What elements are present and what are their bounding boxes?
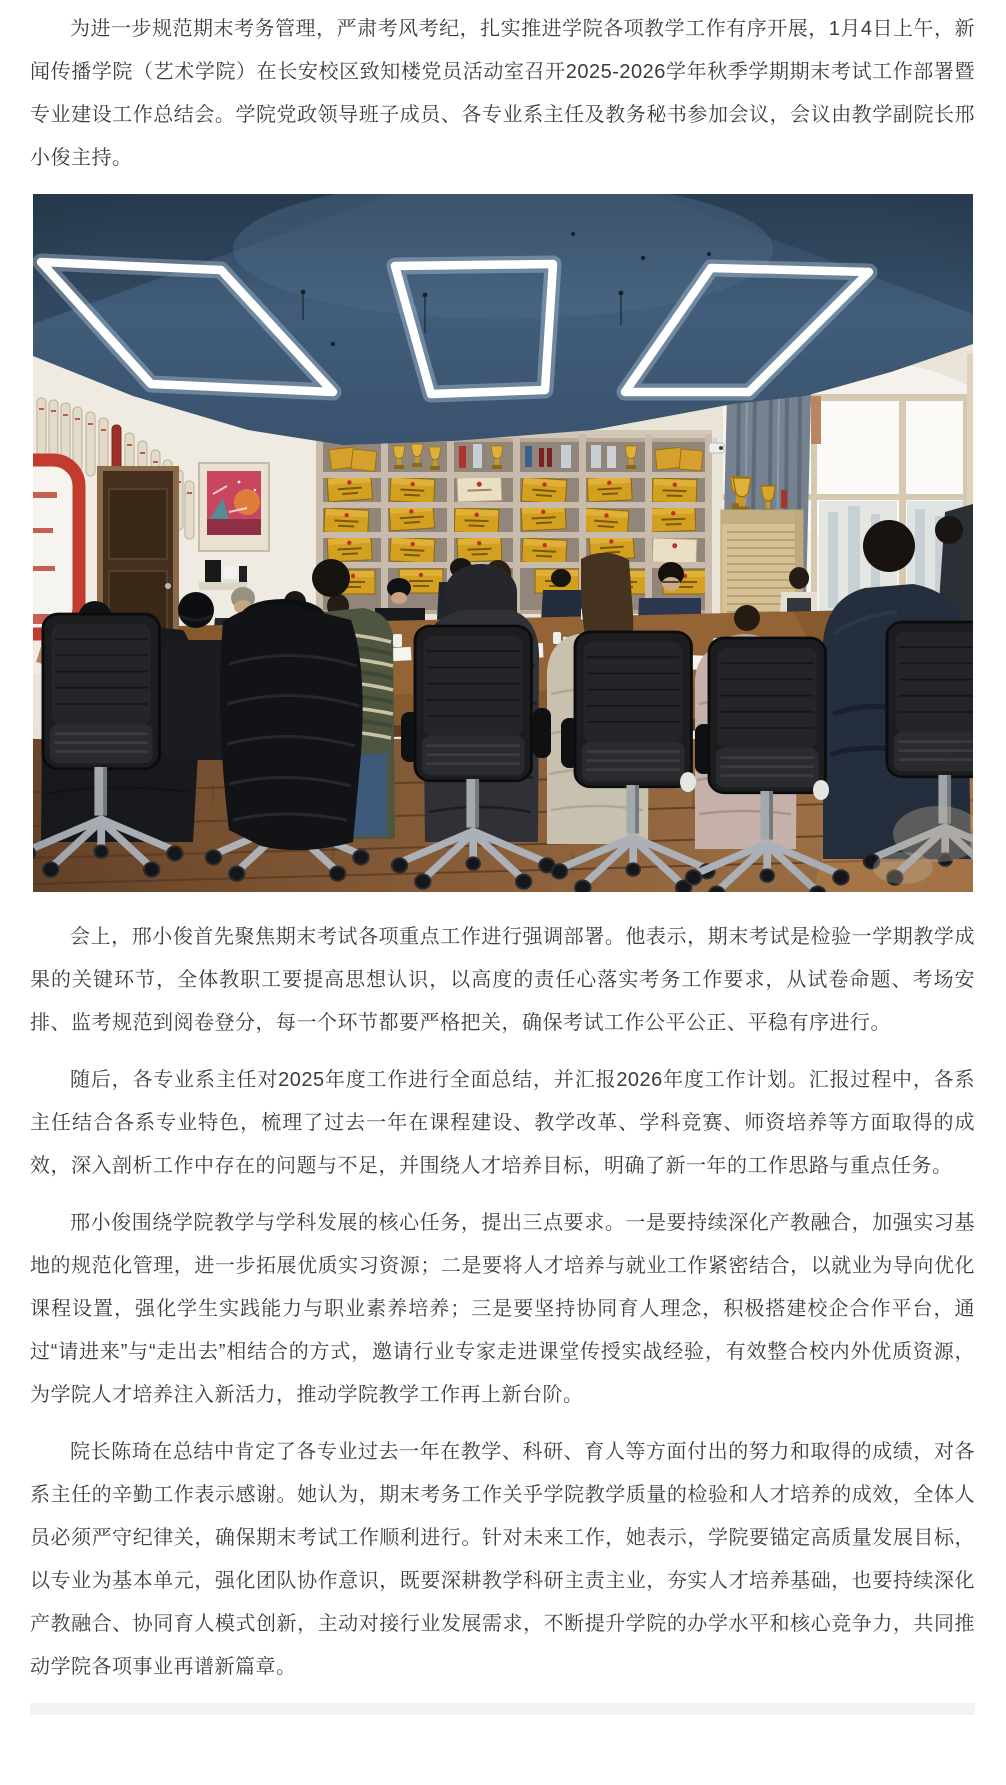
- paragraph-requirements: 邢小俊围绕学院教学与学科发展的核心任务，提出三点要求。一是要持续深化产教融合，加强实习基地的规范化管理，进一步拓展优质实习资源；二是要将人才培养与就业工作紧密结合，以就业为导向优化课程设置，强化学生实践能力与职业素养培养；三是要坚持协同育人理念，积极搭建校企合作平台，通过“请进来”与“走出去”相结合的方式，邀请行业专家走进课堂传授实战经验，有效整合校内外优质资源，为学院人才培养注入新活力，推动学院教学工作再上新台阶。: [30, 1212, 975, 1406]
- meeting-photo[interactable]: [33, 194, 973, 892]
- paragraph-deployment: 会上，邢小俊首先聚焦期末考试各项重点工作进行强调部署。他表示，期末考试是检验一学期教学成果的关键环节，全体教职工要提高思想认识，以高度的责任心落实考务工作要求，从试卷命题、考场安排、监考规范到阅卷登分，每一个环节都要严格把关，确保考试工作公平公正、平稳有序进行。: [30, 926, 975, 1034]
- paragraph-summary: 随后，各专业系主任对2025年度工作进行全面总结，并汇报2026年度工作计划。汇报过程中，各系主任结合各系专业特色，梳理了过去一年在课程建设、教学改革、学科竞赛、师资培养等方面取得的成效，深入剖析工作中存在的问题与不足，并围绕人才培养目标，明确了新一年的工作思路与重点任务。: [30, 1069, 975, 1177]
- paragraph-intro: 为进一步规范期末考务管理，严肃考风考纪，扎实推进学院各项教学工作有序开展，1月4日上午，新闻传播学院（艺术学院）在长安校区致知楼党员活动室召开2025-2026学年秋季学期期末考试工作部署暨专业建设工作总结会。学院党政领导班子成员、各专业系主任及教务秘书参加会议，会议由教学副院长邢小俊主持。: [30, 18, 975, 169]
- paragraph-dean-remarks: 院长陈琦在总结中肯定了各专业过去一年在教学、科研、育人等方面付出的努力和取得的成绩，对各系主任的辛勤工作表示感谢。她认为，期末考务工作关乎学院教学质量的检验和人才培养的成效，全体人员必须严守纪律关，确保期末考试工作顺利进行。针对未来工作，她表示，学院要锚定高质量发展目标，以专业为基本单元，强化团队协作意识，既要深耕教学科研主责主业，夯实人才培养基础，也要持续深化产教融合、协同育人模式创新，主动对接行业发展需求，不断提升学院的办学水平和核心竞争力，共同推动学院各项事业再谱新篇章。: [30, 1441, 975, 1678]
- next-block-divider: [30, 1703, 975, 1715]
